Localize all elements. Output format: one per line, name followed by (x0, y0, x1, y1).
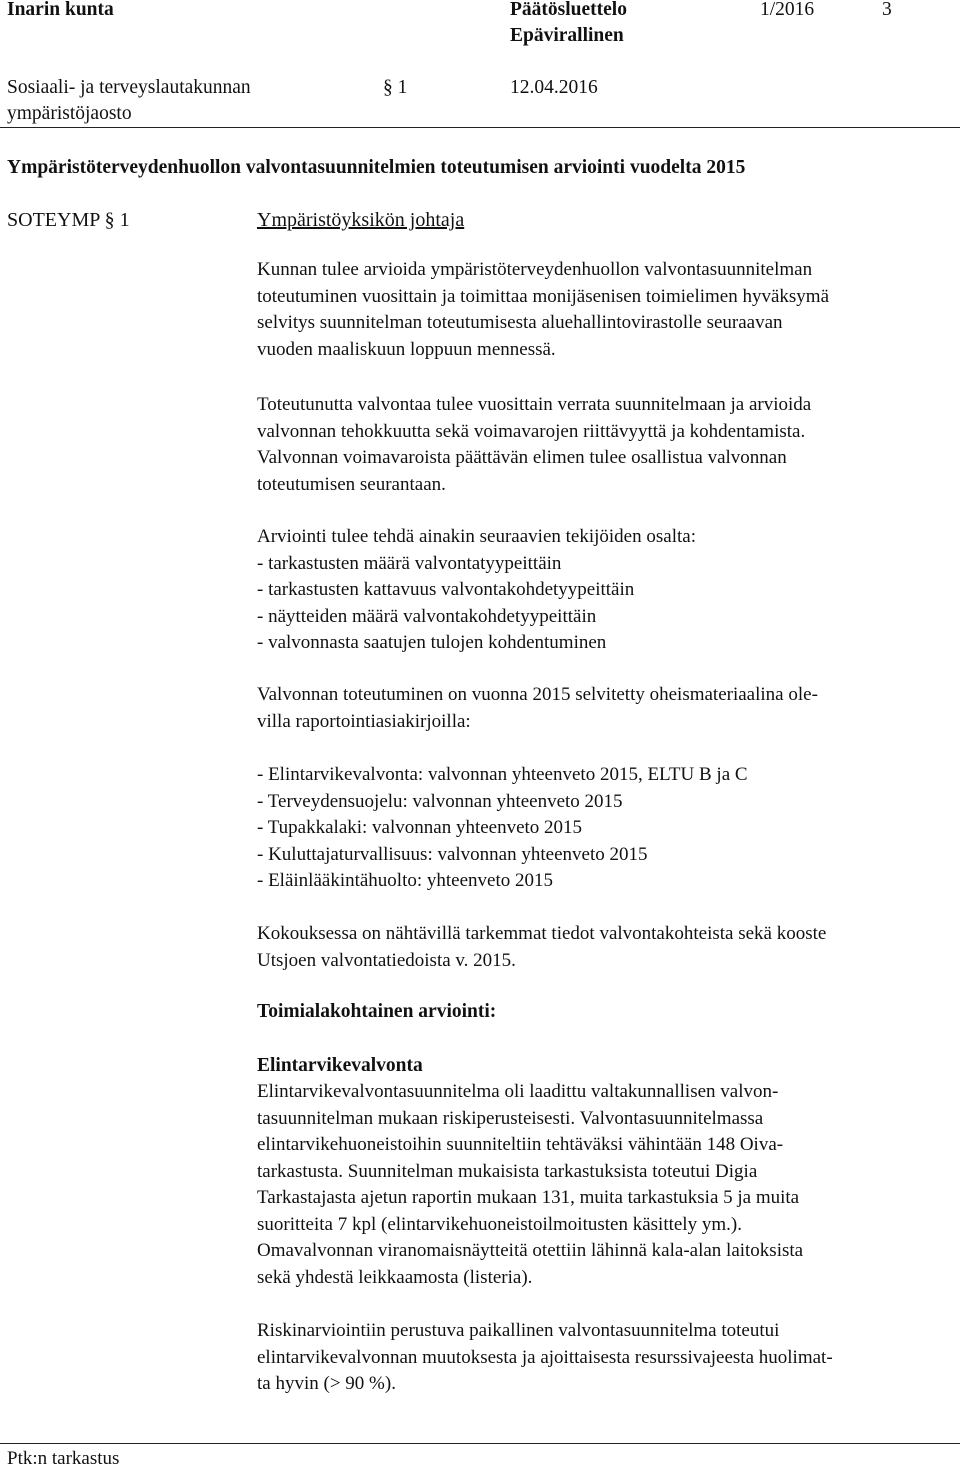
list-item: - tarkastusten määrä valvontatyypeittäin (257, 552, 562, 574)
issue-number: 1/2016 (760, 0, 815, 20)
text-line: Toteutunutta valvontaa tulee vuosittain verrata suunnitelmaan ja arvioida (257, 394, 812, 415)
paragraph-comparison (257, 392, 811, 498)
list-item: - Terveydensuojelu: valvonnan yhteenveto 2015 (257, 790, 623, 812)
list-item: - Elintarvikevalvonta: valvonnan yhteenveto 2015, ELTU B ja C (257, 764, 748, 785)
text-line: toteutuminen vuosittain ja toimittaa monijäsenisen toimielimen hyväksymä (257, 285, 830, 307)
paragraph-risk-plan (257, 1318, 833, 1398)
text-line: Elintarvikevalvontasuunnitelma oli laadittu valtakunnallisen valvon- (257, 1081, 779, 1102)
list-item: - näytteiden määrä valvontakohdetyypeittäin (257, 605, 597, 627)
text-line: Tarkastajasta ajetun raportin mukaan 131, muita tarkastuksia 5 ja muita (257, 1187, 800, 1208)
paragraph-requirement (257, 257, 829, 363)
committee-name-line1: Sosiaali- ja terveyslautakunnan (7, 77, 251, 98)
text-line: tasuunnitelman mukaan riskiperusteisesti. Valvontasuunnitelmassa (257, 1107, 764, 1129)
text-line: villa raportointiasiakirjoilla: (257, 710, 471, 732)
list-item: - tarkastusten kattavuus valvontakohdetyypeittäin (257, 579, 635, 600)
document-type: Päätösluettelo (510, 0, 627, 20)
section-number: § 1 (383, 77, 408, 98)
text-line: Valvonnan toteutuminen on vuonna 2015 selvitetty oheismateriaalina ole- (257, 684, 818, 705)
text-line: Kokouksessa on nähtävillä tarkemmat tiedot valvontakohteista sekä kooste (257, 923, 827, 944)
page-number: 3 (882, 0, 892, 20)
text-line: vuoden maaliskuun loppuun mennessä. (257, 338, 556, 360)
text-line: selvitys suunnitelman toteutumisesta aluehallintovirastolle seuraavan (257, 312, 783, 333)
paragraph-reports (257, 682, 818, 735)
municipality-name: Inarin kunta (7, 0, 114, 20)
subsection-heading: Elintarvikevalvonta (257, 1055, 423, 1076)
text-line: Riskinarviointiin perustuva paikallinen valvontasuunnitelma toteutui (257, 1320, 780, 1341)
section-heading: Toimialakohtainen arviointi: (257, 1001, 497, 1022)
text-line: Kunnan tulee arvioida ympäristöterveydenhuollon valvontasuunnitelman (257, 259, 813, 280)
text-line: ta hyvin (> 90 %). (257, 1373, 396, 1394)
list-item: - Tupakkalaki: valvonnan yhteenveto 2015 (257, 817, 583, 838)
list-item: - Kuluttajaturvallisuus: valvonnan yhteenveto 2015 (257, 843, 648, 865)
report-list (257, 762, 748, 895)
text-line: sekä yhdestä leikkaamosta (listeria). (257, 1266, 533, 1288)
minutes-check-label: Ptk:n tarkastus (7, 1448, 120, 1469)
list-item: - Eläinlääkintähuolto: yhteenveto 2015 (257, 870, 554, 891)
text-line: tarkastusta. Suunnitelman mukaisista tarkastuksista toteutui Digia (257, 1160, 758, 1182)
paragraph-criteria (257, 524, 696, 657)
document-status: Epävirallinen (510, 25, 624, 46)
footer-divider (0, 1443, 960, 1444)
text-line: Valvonnan voimavaroista päättävän elimen tulee osallistua valvonnan (257, 447, 787, 468)
document-title: Ympäristöterveydenhuollon valvontasuunnitelmien toteutumisen arviointi vuodelta 2015 (7, 157, 746, 178)
presenter-heading: Ympäristöyksikön johtaja (257, 209, 465, 231)
paragraph-food-control (257, 1079, 803, 1291)
text-line: toteutumisen seurantaan. (257, 473, 446, 495)
list-item: - valvonnasta saatujen tulojen kohdentuminen (257, 632, 607, 653)
text-line: Omavalvonnan viranomaisnäytteitä otettiin lähinnä kala-alan laitoksista (257, 1240, 804, 1261)
text-line: elintarvikevalvonnan muutoksesta ja ajoittaisesta resurssivajeesta huolimat- (257, 1346, 833, 1368)
meeting-date: 12.04.2016 (510, 77, 598, 98)
text-line: suoritteita 7 kpl (elintarvikehuoneistoilmoitusten käsittely ym.). (257, 1213, 742, 1235)
paragraph-meeting-info (257, 921, 826, 974)
text-line: valvonnan tehokkuutta sekä voimavarojen riittävyyttä ja kohdentamista. (257, 420, 806, 442)
text-line: Utsjoen valvontatiedoista v. 2015. (257, 949, 516, 971)
text-line: elintarvikehuoneistoihin suunniteltiin tehtäväksi vähintään 148 Oiva- (257, 1134, 784, 1155)
text-line: Arviointi tulee tehdä ainakin seuraavien tekijöiden osalta: (257, 526, 696, 547)
header-divider (0, 127, 960, 128)
item-code: SOTEYMP § 1 (7, 209, 130, 231)
committee-name-line2: ympäristöjaosto (7, 103, 132, 124)
